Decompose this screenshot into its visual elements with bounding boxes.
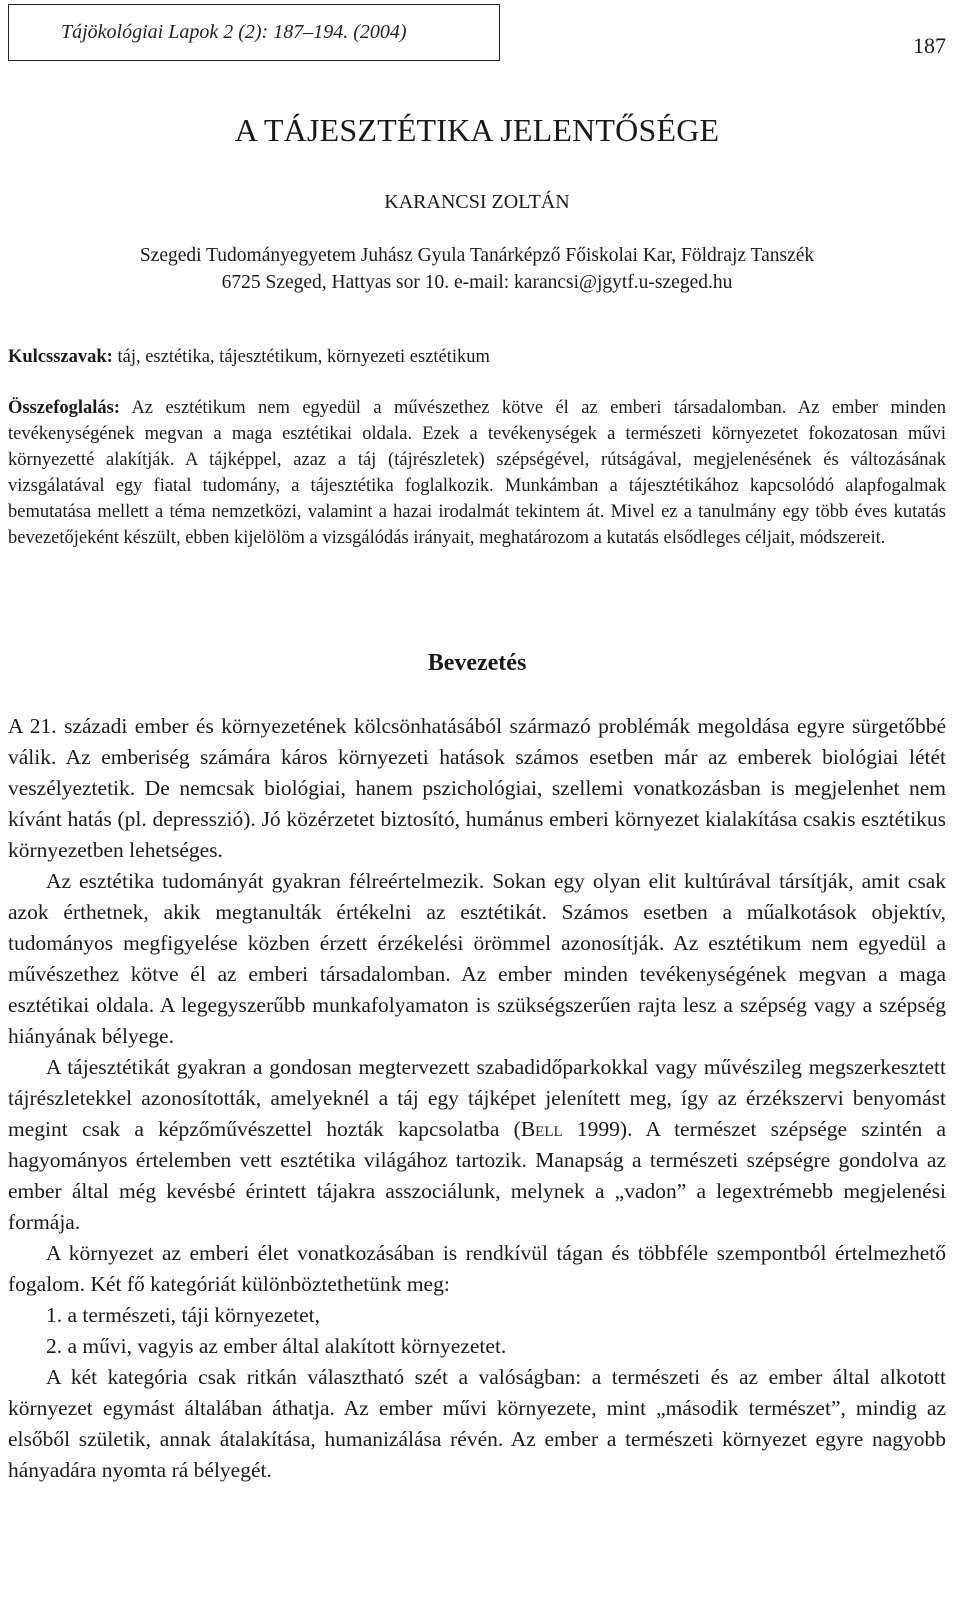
keywords (8, 344, 946, 370)
paragraph-3-text-a: A tájesztétikát gyakran a gondosan megtervezett szabadidőparkokkal vagy művészileg megszerkesztett tájrészletekkel azonosították, amelyeknél a táj egy tájképet jelenített meg, így az érzékszervi benyomást megint csak a képzőművészettel hozták kapcsolatba ( (8, 1055, 946, 1141)
list-item: 1. a természeti, táji környezetet, (46, 1303, 320, 1327)
journal-citation-box (8, 4, 500, 61)
abstract (8, 395, 946, 551)
affiliation-line-1: Szegedi Tudományegyetem Juhász Gyula Tanárképző Főiskolai Kar, Földrajz Tanszék (139, 245, 815, 266)
list-item: 2. a művi, vagyis az ember által alakított környezetet. (46, 1334, 507, 1358)
journal-citation: Tájökológiai Lapok 2 (2): 187–194. (2004) (61, 21, 407, 43)
affiliation (8, 242, 946, 296)
paragraph-4: A környezet az emberi élet vonatkozásában is rendkívül tágan és többféle szempontból értelmezhető fogalom. Két fő kategóriát különböztethetünk meg: (8, 1241, 946, 1296)
citation-author: Bell (520, 1117, 563, 1141)
abstract-label: Összefoglalás: (8, 398, 121, 418)
abstract-text: Az esztétikum nem egyedül a művészethez kötve él az emberi társadalomban. Az ember minden tevékenységének megvan a maga esztétikai oldala. Ezek a tevékenységek a természeti környezetet fokozatosan művi környezetté alakítják. A tájképpel, azaz a táj (tájrészletek) szépségével, rútságával, megjelenésének és változásának vizsgálatával egy fiatal tudomány, a tájesztétika foglalkozik. Munkámban a tájesztétikához kapcsolódó alapfogalmak bemutatása mellett a téma nemzetközi, valamint a hazai irodalmát tekintem át. Mivel ez a tanulmány egy több éves kutatás bevezetőjeként készült, ebben kijelölöm a vizsgálódás irányait, meghatározom a kutatás elsődleges céljait, módszereit. (8, 398, 946, 548)
keywords-label: Kulcsszavak: (8, 347, 113, 367)
paragraph-5: A két kategória csak ritkán választható szét a valóságban: a természeti és az ember által alkotott környezet egymást általában áthatja. Az ember művi környezete, mint „második természet”, mindig az elsőből születik, annak átalakítása, humanizálása révén. Az ember a természeti környezet egyre nagyobb hányadára nyomta rá bélyegét. (8, 1365, 946, 1482)
section-heading: Bevezetés (427, 650, 527, 676)
affiliation-line-2: 6725 Szeged, Hattyas sor 10. e-mail: karancsi@jgytf.u-szeged.hu (221, 272, 733, 293)
paragraph-1: A 21. századi ember és környezetének kölcsönhatásából származó problémák megoldása egyre sürgetőbbé válik. Az emberiség számára káros környezeti hatások számos esetben már az emberek biológiai létét veszélyeztetik. De nemcsak biológiai, hanem pszichológiai, szellemi vonatkozásban is megjelenhet nem kívánt hatás (pl. depresszió). Jó közérzetet biztosító, humánus emberi környezet kialakítása csakis esztétikus környezetben lehetséges. (8, 714, 946, 862)
body-text (8, 711, 946, 1486)
paragraph-3 (8, 1052, 946, 1238)
keywords-text: táj, esztétika, tájesztétikum, környezeti esztétikum (117, 347, 490, 367)
author-name: KARANCSI ZOLTÁN (384, 191, 570, 213)
paragraph-2: Az esztétika tudományát gyakran félreértelmezik. Sokan egy olyan elit kultúrával társítják, amit csak azok érthetnek, akik megtanulták értékelni az esztétikát. Számos esetben a műalkotások objektív, tudományos megfigyelése közben érzett érzékelési örömmel azonosítják. Az esztétikum nem egyedül a művészethez kötve él az emberi társadalomban. Az ember minden tevékenységének megvan a maga esztétikai oldala. A legegyszerűbb munkafolyamaton is szükségszerűen rajta lesz a szépség vagy a szépség hiányának bélyege. (8, 869, 946, 1048)
article-title: A TÁJESZTÉTIKA JELENTŐSÉGE (234, 112, 720, 148)
paragraph-3-text-b: 1999). A természet szépsége szintén a hagyományos értelemben vett esztétika világához tartozik. Manapság a természeti szépségre gondolva az ember által még kevésbé érintett tájakra asszociálunk, melynek a „vadon” a legextrémebb megjelenési formája. (8, 1117, 946, 1234)
page-number: 187 (913, 33, 946, 58)
